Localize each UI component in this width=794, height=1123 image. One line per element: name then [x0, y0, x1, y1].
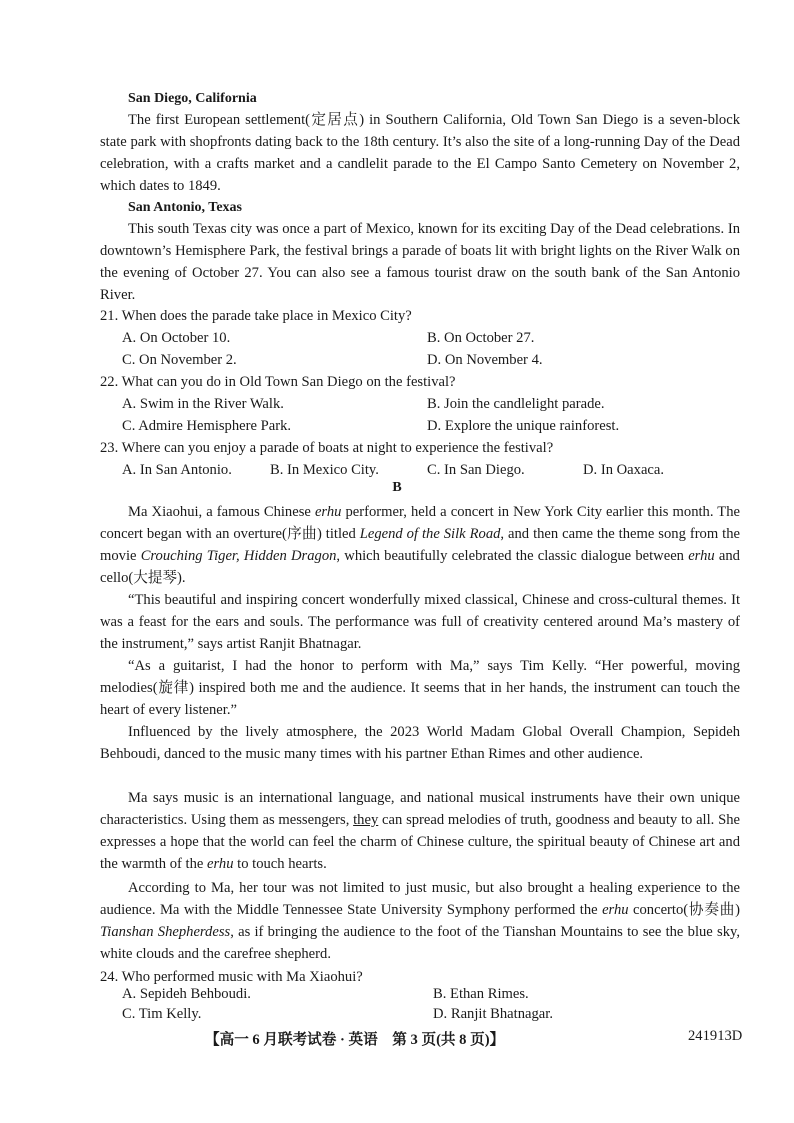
- question-23-stem: 23. Where can you enjoy a parade of boats at night to experience the festival?: [100, 440, 554, 456]
- q21-option-c: C. On November 2.: [122, 352, 237, 368]
- q24-option-c: C. Tim Kelly.: [122, 1006, 202, 1022]
- question-22-stem: 22. What can you do in Old Town San Diego on the festival?: [100, 374, 456, 390]
- passage-b-paragraph-1: Ma Xiaohui, a famous Chinese erhu performer, held a concert in New York City earlier this month. The concert began with an overture(序曲) titled Legend of the Silk Road, and then came the theme song from the movie Crouching Tiger, Hidden Dragon, which beautifully celebrated the classic dialogue between erhu and cello(大提琴).: [100, 504, 740, 586]
- passage-b-paragraph-4: Influenced by the lively atmosphere, the 2023 World Madam Global Overall Champion, Sepideh Behboudi, danced to the music many times with his partner Ethan Rimes and other audience.: [100, 724, 740, 762]
- san-diego-paragraph: The first European settlement(定居点) in Southern California, Old Town San Diego is a seven-block state park with shopfronts dating back to the 18th century. It’s also the site of a long-running Day of the Dead celebration, with a crafts market and a candlelit parade to the El Campo Santo Cemetery on November 2, which dates to 1849.: [100, 112, 740, 194]
- q21-option-a: A. On October 10.: [122, 330, 231, 346]
- q21-option-d: D. On November 4.: [427, 352, 543, 368]
- passage-b-paragraph-2: “This beautiful and inspiring concert wonderfully mixed classical, Chinese and cross-cultural themes. It was a feast for the ears and souls. The performance was full of creativity centered around Ma’s mastery of the instrument,” says artist Ranjit Bhatnagar.: [100, 592, 740, 652]
- q24-option-b: B. Ethan Rimes.: [433, 986, 529, 1002]
- q22-option-c: C. Admire Hemisphere Park.: [122, 418, 292, 434]
- q22-option-a: A. Swim in the River Walk.: [122, 396, 284, 412]
- question-21-stem: 21. When does the parade take place in Mexico City?: [100, 308, 412, 324]
- q22-option-b: B. Join the candlelight parade.: [427, 396, 605, 412]
- q21-option-b: B. On October 27.: [427, 330, 535, 346]
- passage-b-paragraph-5: Ma says music is an international language, and national musical instruments have their own unique characteristics. Using them as messengers, they can spread melodies of truth, goodness and beauty to all. She expresses a hope that the world can feel the charm of Chinese culture, the spiritual beauty of Chinese art and the warmth of the erhu to touch hearts.: [100, 790, 740, 872]
- q23-option-d: D. In Oaxaca.: [583, 462, 665, 478]
- q23-option-c: C. In San Diego.: [427, 462, 525, 478]
- footer-code: 241913D: [688, 1028, 743, 1044]
- q24-option-d: D. Ranjit Bhatnagar.: [433, 1006, 553, 1022]
- passage-b-paragraph-3: “As a guitarist, I had the honor to perform with Ma,” says Tim Kelly. “Her powerful, moving melodies(旋律) inspired both me and the audience. It seems that in her hands, the instrument can touch the heart of every listener.”: [100, 658, 740, 718]
- passage-b-paragraph-6: According to Ma, her tour was not limited to just music, but also brought a healing experience to the audience. Ma with the Middle Tennessee State University Symphony performed the erhu concerto(协奏曲) Tianshan Shepherdess, as if bringing the audience to the foot of the Tianshan Mountains to see the blue sky, white clouds and the carefree shepherd.: [100, 880, 740, 962]
- q23-option-a: A. In San Antonio.: [122, 462, 232, 478]
- san-antonio-heading: San Antonio, Texas: [128, 200, 242, 215]
- question-24-stem: 24. Who performed music with Ma Xiaohui?: [100, 969, 363, 985]
- san-antonio-paragraph: This south Texas city was once a part of Mexico, known for its exciting Day of the Dead celebrations. In downtown’s Hemisphere Park, the festival brings a parade of boats lit with bright lights on the River Walk on the evening of October 27. You can also see a famous tourist draw on the south bank of the San Antonio River.: [100, 221, 740, 303]
- q24-option-a: A. Sepideh Behboudi.: [122, 986, 251, 1002]
- passage-b-label: B: [392, 480, 402, 495]
- footer-title: 【高一 6 月联考试卷 · 英语 第 3 页(共 8 页)】: [205, 1032, 505, 1048]
- underlined-word-they: they: [353, 812, 379, 828]
- q23-option-b: B. In Mexico City.: [270, 462, 379, 478]
- q22-option-d: D. Explore the unique rainforest.: [427, 418, 620, 434]
- san-diego-heading: San Diego, California: [128, 91, 257, 106]
